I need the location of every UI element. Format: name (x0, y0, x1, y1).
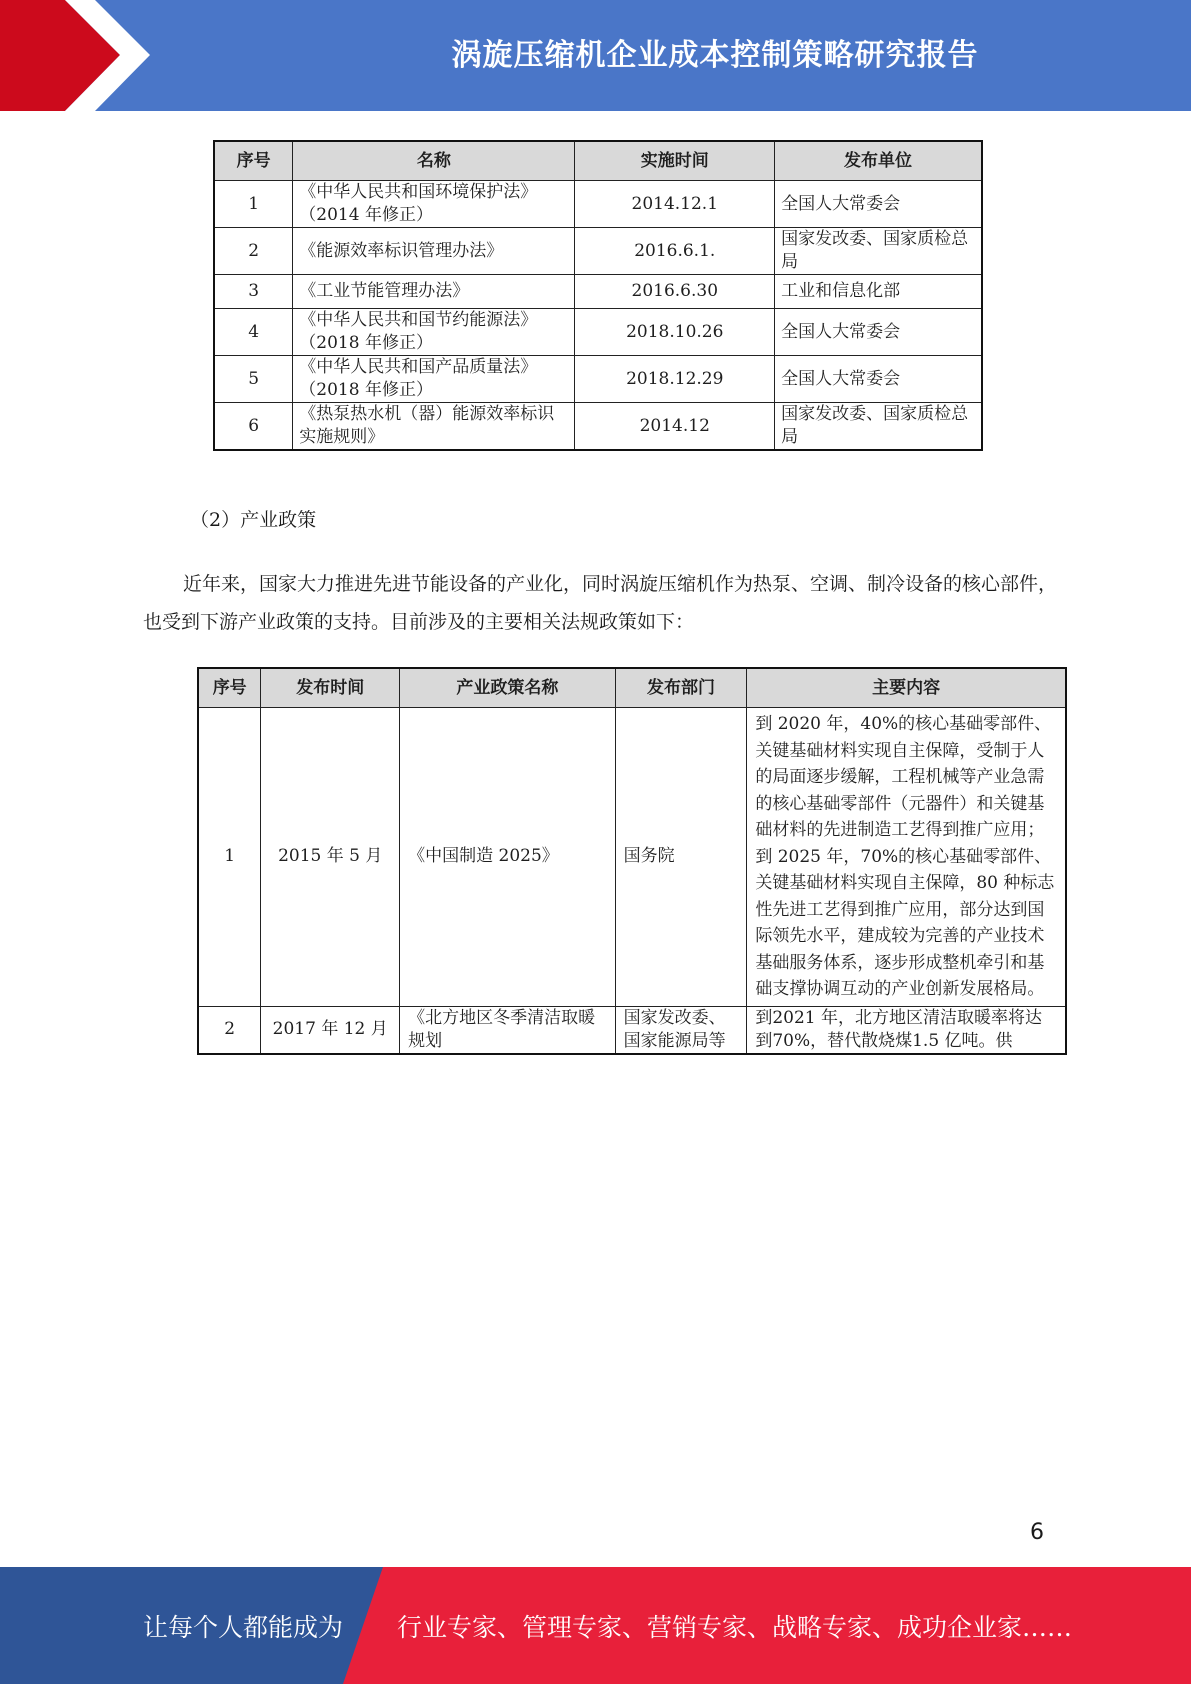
row-name: 《工业节能管理办法》 (293, 275, 575, 309)
row-unit: 国家发改委、国家质检总局 (775, 228, 982, 275)
col-header-date: 发布时间 (261, 668, 400, 708)
table-header-row (198, 668, 1066, 708)
table-row (214, 181, 982, 228)
regulations-table (213, 140, 983, 451)
row-date: 2016.6.1. (575, 228, 775, 275)
col-header-policy-name: 产业政策名称 (400, 668, 616, 708)
footer-slogan-right: 行业专家、管理专家、营销专家、战略专家、成功企业家…… (397, 1612, 1073, 1642)
row-unit: 全国人大常委会 (775, 309, 982, 356)
section-subheading: （2）产业政策 (190, 509, 317, 531)
page-number: 6 (1030, 1520, 1044, 1545)
table-row (214, 309, 982, 356)
row-name: 《热泵热水机（器）能源效率标识实施规则》 (293, 403, 575, 451)
row-no: 1 (214, 181, 293, 228)
section-paragraph: 近年来，国家大力推进先进节能设备的产业化，同时涡旋压缩机作为热泵、空调、制冷设备的核心部件，也受到下游产业政策的支持。目前涉及的主要相关法规政策如下： (143, 573, 1058, 633)
row-dept: 国务院 (615, 708, 747, 1007)
col-header-unit: 发布单位 (775, 141, 982, 181)
table-row (198, 1006, 1066, 1054)
row-date: 2018.10.26 (575, 309, 775, 356)
col-header-dept: 发布部门 (615, 668, 747, 708)
col-header-no: 序号 (214, 141, 293, 181)
page-header (0, 0, 1191, 111)
row-content: 到2021 年，北方地区清洁取暖率将达到70%，替代散烧煤1.5 亿吨。供 (747, 1006, 1066, 1054)
report-title: 涡旋压缩机企业成本控制策略研究报告 (451, 37, 979, 73)
row-name: 《中华人民共和国环境保护法》（2014 年修正） (293, 181, 575, 228)
row-no: 2 (198, 1006, 261, 1054)
col-header-date: 实施时间 (575, 141, 775, 181)
row-policy-name: 《北方地区冬季清洁取暖规划 (400, 1006, 616, 1054)
table-row (214, 356, 982, 403)
col-header-no: 序号 (198, 668, 261, 708)
row-unit: 全国人大常委会 (775, 181, 982, 228)
row-no: 3 (214, 275, 293, 309)
row-dept: 国家发改委、国家能源局等 (615, 1006, 747, 1054)
policies-table (197, 667, 1067, 1055)
row-date: 2017 年 12 月 (261, 1006, 400, 1054)
row-unit: 国家发改委、国家质检总局 (775, 403, 982, 451)
row-name: 《中华人民共和国节约能源法》（2018 年修正） (293, 309, 575, 356)
row-no: 4 (214, 309, 293, 356)
row-unit: 工业和信息化部 (775, 275, 982, 309)
page-footer (0, 1567, 1191, 1684)
table-header-row (214, 141, 982, 181)
row-name: 《中华人民共和国产品质量法》（2018 年修正） (293, 356, 575, 403)
table-row (214, 275, 982, 309)
row-no: 6 (214, 403, 293, 451)
row-no: 2 (214, 228, 293, 275)
row-date: 2015 年 5 月 (261, 708, 400, 1007)
row-name: 《能源效率标识管理办法》 (293, 228, 575, 275)
row-date: 2014.12 (575, 403, 775, 451)
row-date: 2018.12.29 (575, 356, 775, 403)
row-no: 5 (214, 356, 293, 403)
col-header-name: 名称 (293, 141, 575, 181)
row-no: 1 (198, 708, 261, 1007)
row-policy-name: 《中国制造 2025》 (400, 708, 616, 1007)
table-row (214, 228, 982, 275)
footer-slogan-left: 让每个人都能成为 (143, 1612, 344, 1642)
table-row (214, 403, 982, 451)
row-date: 2014.12.1 (575, 181, 775, 228)
col-header-content: 主要内容 (747, 668, 1066, 708)
table-row (198, 708, 1066, 1007)
row-unit: 全国人大常委会 (775, 356, 982, 403)
row-date: 2016.6.30 (575, 275, 775, 309)
row-content: 到 2020 年，40%的核心基础零部件、关键基础材料实现自主保障，受制于人的局面逐步缓解，工程机械等产业急需的核心基础零部件（元器件）和关键基础材料的先进制造工艺得到推广应用；到 2025 年，70%的核心基础零部件、关键基础材料实现自主保障，80 种标志性先进工艺得到推广应用，部分达到国际领先水平，建成较为完善的产业技术基础服务体系，逐步形成整机牵引和基础支撑协调互动的产业创新发展格局。 (747, 708, 1066, 1007)
